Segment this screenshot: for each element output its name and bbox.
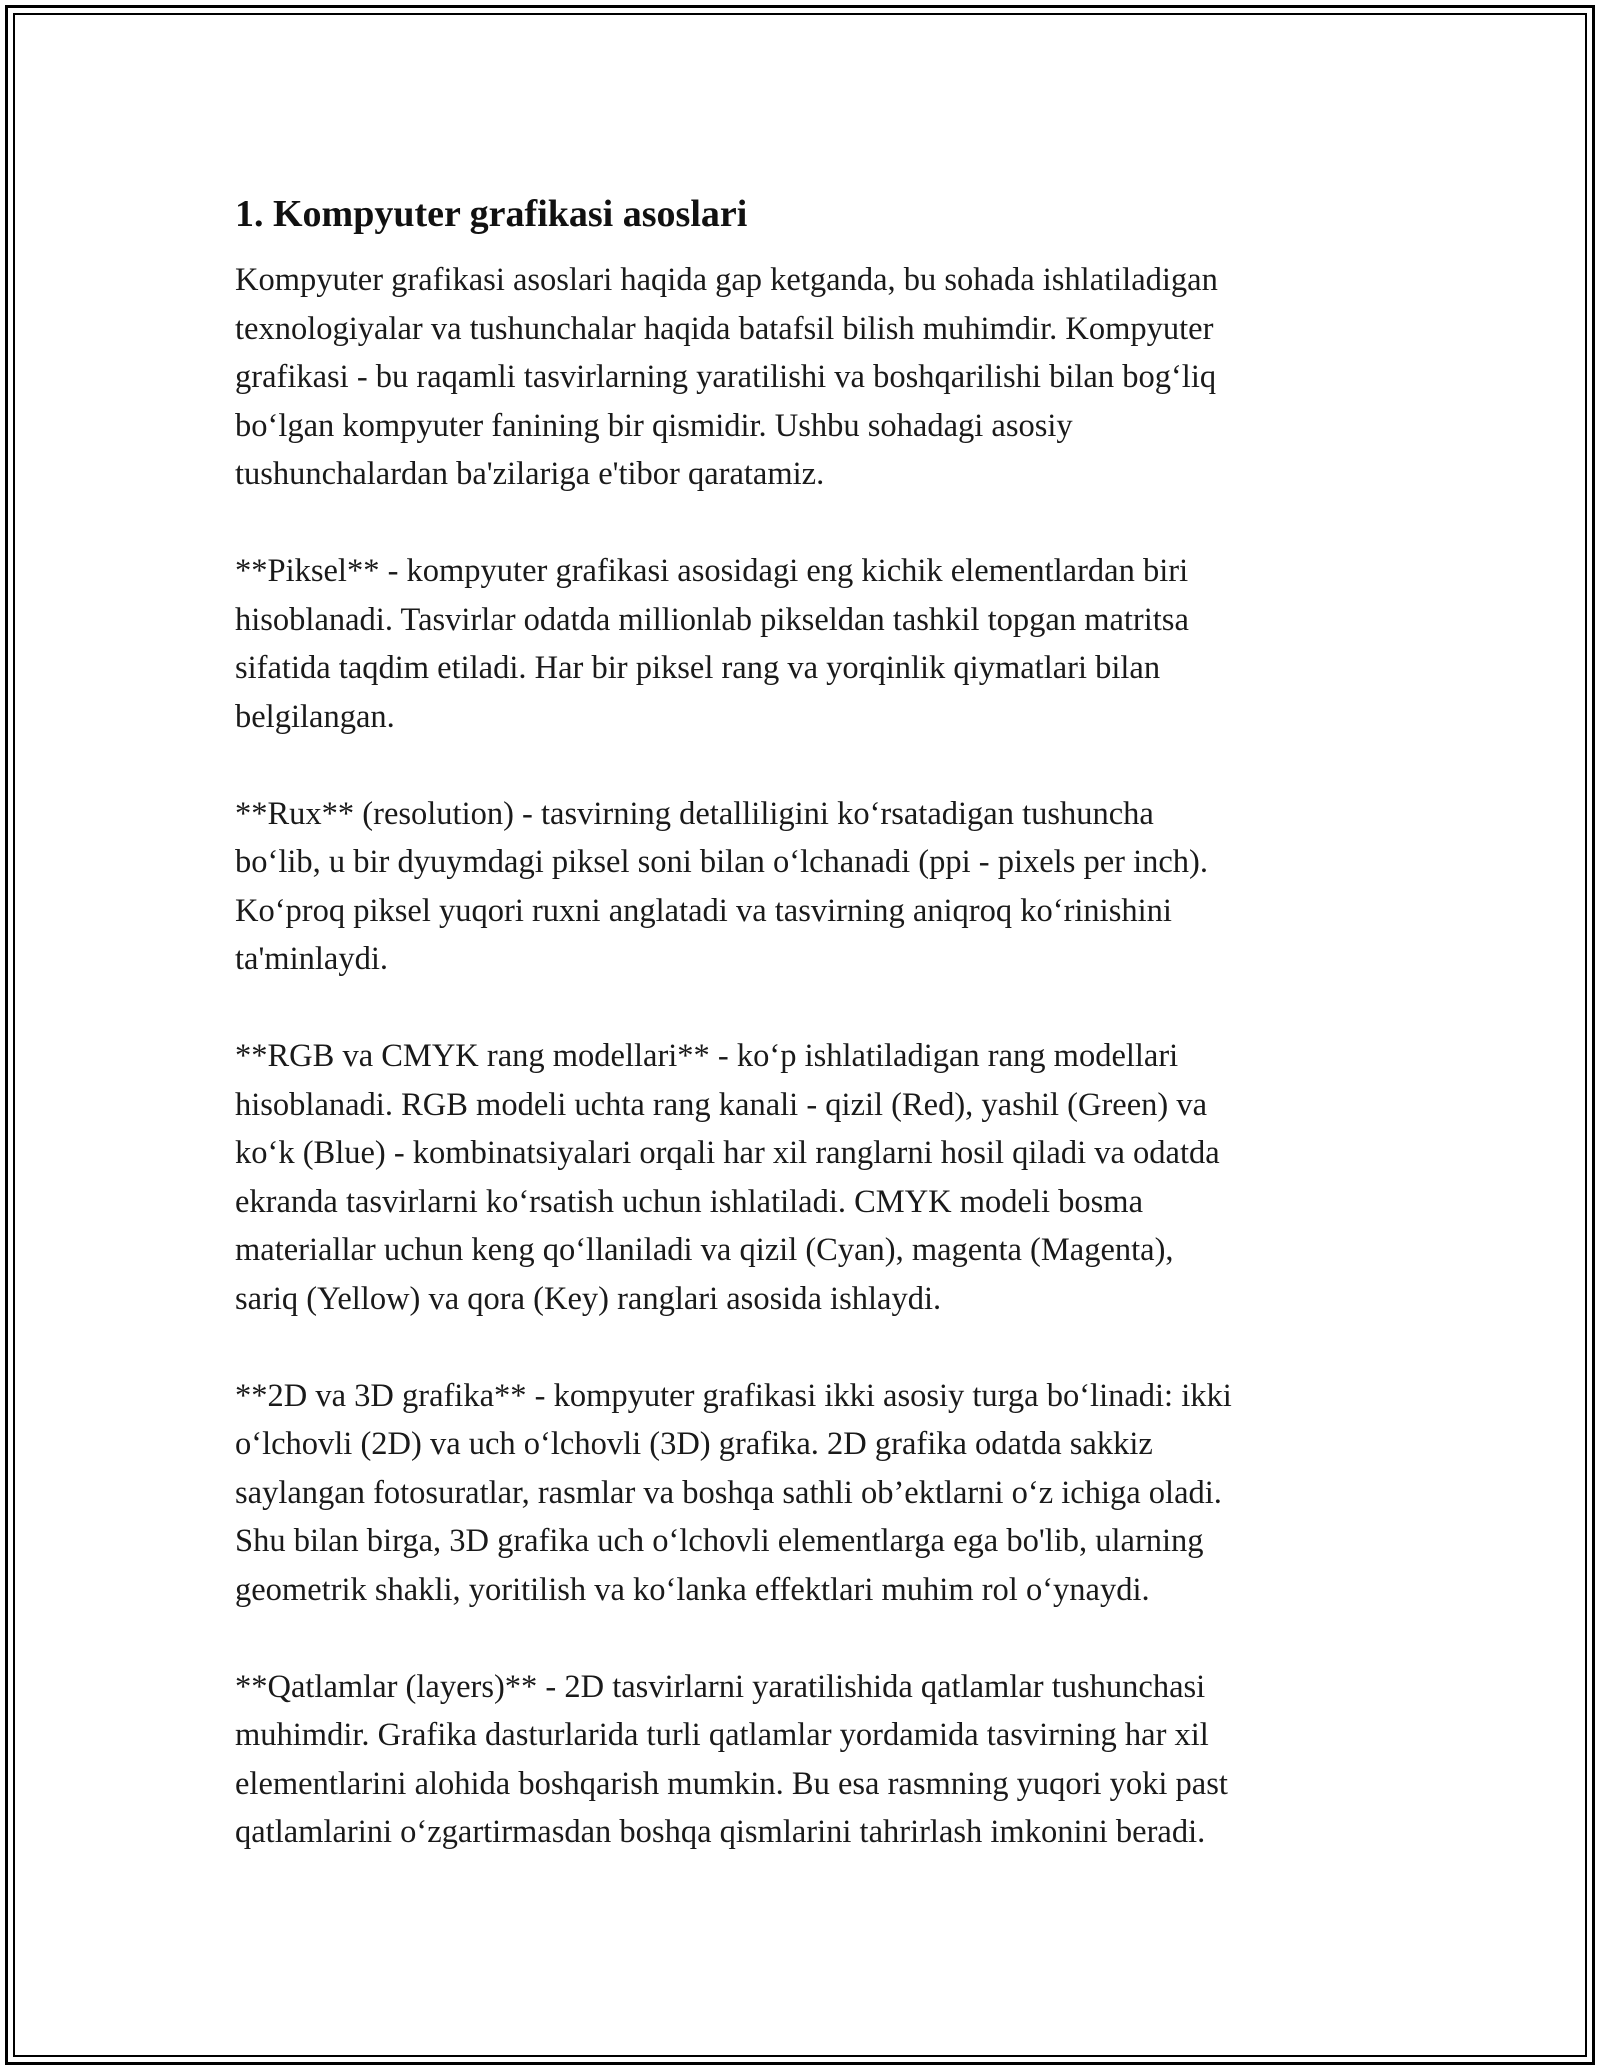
text-line: muhimdir. Grafika dasturlarida turli qatlamlar yordamida tasvirning har xil [235, 1717, 1209, 1753]
text-line: geometrik shakli, yoritilish va ko‘lanka effektlari muhim rol o‘ynaydi. [235, 1571, 1150, 1608]
text-line: **Piksel** - kompyuter grafikasi asosidagi eng kichik elementlardan biri [235, 553, 1189, 589]
text-line: sifatida taqdim etiladi. Har bir piksel rang va yorqinlik qiymatlari bilan [235, 650, 1161, 686]
text-line: ko‘k (Blue) - kombinatsiyalari orqali har xil ranglarni hosil qiladi va odatda [235, 1135, 1220, 1171]
text-line: saylangan fotosuratlar, rasmlar va boshqa sathli ob’ektlarni o‘z ichiga oladi. [235, 1474, 1222, 1511]
paragraph-2d-3d [235, 1372, 1385, 1615]
text-line: Kompyuter grafikasi asoslari haqida gap ketganda, bu sohada ishlatiladigan [235, 262, 1218, 298]
paragraph-rgb-cmyk [235, 1032, 1385, 1323]
text-line: Shu bilan birga, 3D grafika uch o‘lchovli elementlarga ega bo'lib, ularning [235, 1523, 1204, 1559]
text-line: bo‘lgan kompyuter fanining bir qismidir. Ushbu sohadagi asosiy [235, 407, 1073, 444]
text-line: sariq (Yellow) va qora (Key) ranglari asosida ishlaydi. [235, 1280, 942, 1317]
document-body [235, 182, 1385, 1905]
text-line: ekranda tasvirlarni ko‘rsatish uchun ishlatiladi. CMYK modeli bosma [235, 1183, 1144, 1220]
paragraph-rux [235, 790, 1385, 984]
paragraph-intro [235, 256, 1385, 499]
text-line: tushunchalardan ba'zilariga e'tibor qaratamiz. [235, 456, 825, 492]
text-line: **Rux** (resolution) - tasvirning detalliligini ko‘rsatadigan tushuncha [235, 795, 1154, 832]
text-line: **2D va 3D grafika** - kompyuter grafikasi ikki asosiy turga bo‘linadi: ikki [235, 1377, 1232, 1414]
text-line: hisoblanadi. Tasvirlar odatda millionlab pikseldan tashkil topgan matritsa [235, 601, 1189, 638]
text-line: bo‘lib, u bir dyuymdagi piksel soni bilan o‘lchanadi (ppi - pixels per inch). [235, 844, 1209, 880]
text-line: belgilangan. [235, 698, 395, 735]
text-line: o‘lchovli (2D) va uch o‘lchovli (3D) grafika. 2D grafika odatda sakkiz [235, 1426, 1153, 1462]
text-line: hisoblanadi. RGB modeli uchta rang kanali - qizil (Red), yashil (Green) va [235, 1086, 1208, 1123]
text-line: texnologiyalar va tushunchalar haqida batafsil bilish muhimdir. Kompyuter [235, 310, 1214, 347]
text-line: Ko‘proq piksel yuqori ruxni anglatadi va tasvirning aniqroq ko‘rinishini [235, 892, 1172, 929]
text-line: grafikasi - bu raqamli tasvirlarning yaratilishi va boshqarilishi bilan bog‘liq [235, 359, 1217, 395]
section-title: 1. Kompyuter grafikasi asoslari [235, 193, 748, 235]
text-line: **RGB va CMYK rang modellari** - ko‘p ishlatiladigan rang modellari [235, 1038, 1179, 1074]
text-line: materiallar uchun keng qo‘llaniladi va qizil (Cyan), magenta (Magenta), [235, 1232, 1174, 1268]
text-line: **Qatlamlar (layers)** - 2D tasvirlarni yaratilishida qatlamlar tushunchasi [235, 1668, 1206, 1705]
text-line: elementlarini alohida boshqarish mumkin. Bu esa rasmning yuqori yoki past [235, 1765, 1228, 1802]
text-line: ta'minlaydi. [235, 941, 388, 977]
text-line: qatlamlarini o‘zgartirmasdan boshqa qismlarini tahrirlash imkonini beradi. [235, 1814, 1206, 1850]
paragraph-layers [235, 1663, 1385, 1857]
paragraph-piksel [235, 547, 1385, 741]
